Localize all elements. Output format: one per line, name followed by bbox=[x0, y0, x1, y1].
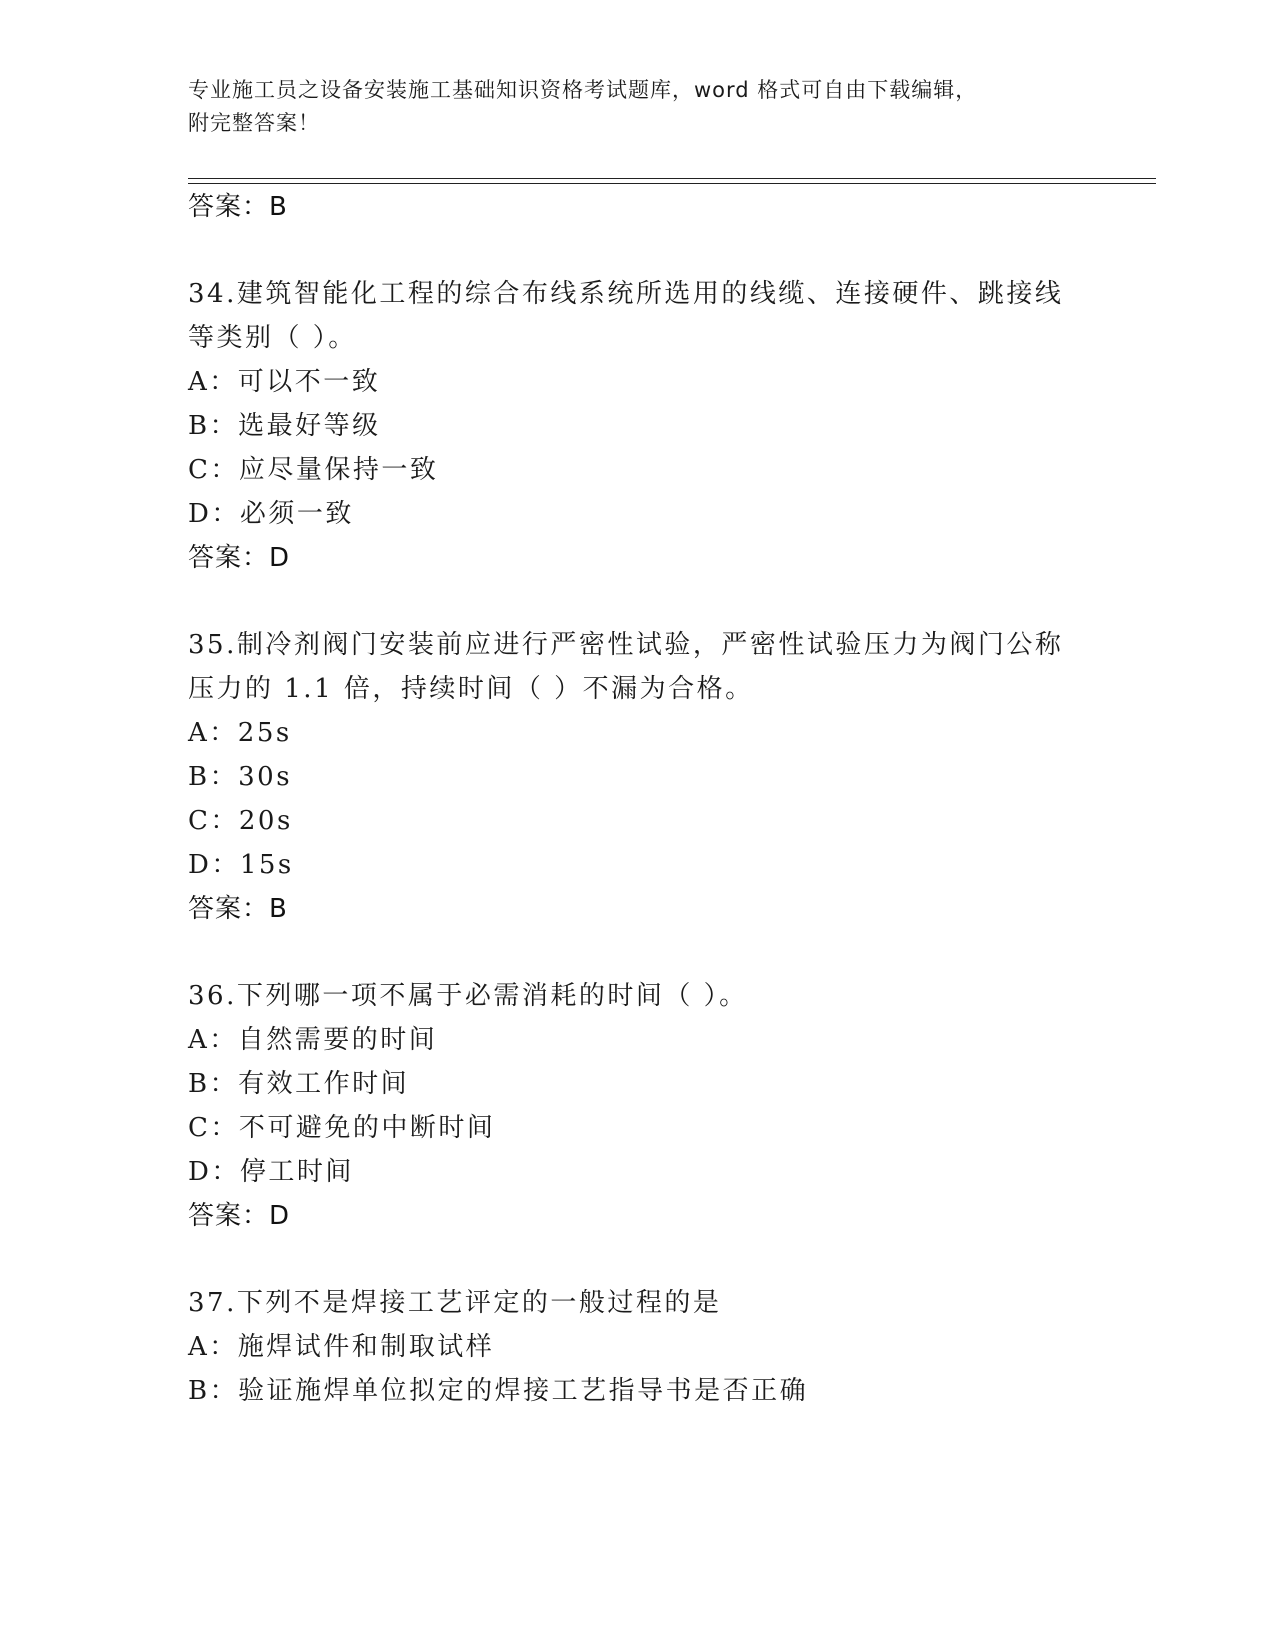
question-text-line: 压力的 1.1 倍，持续时间（ ）不漏为合格。 bbox=[188, 674, 754, 704]
answer-line: 答案：D bbox=[188, 543, 291, 573]
option-line: D：必须一致 bbox=[188, 499, 354, 529]
question-text-line: 34.建筑智能化工程的综合布线系统所选用的线缆、连接硬件、跳接线 bbox=[188, 279, 1064, 309]
header-line-1: 专业施工员之设备安装施工基础知识资格考试题库，word 格式可自由下载编辑， bbox=[188, 78, 978, 102]
header-divider-bottom bbox=[188, 183, 1156, 184]
option-line: B：选最好等级 bbox=[188, 411, 381, 441]
option-line: B：30s bbox=[188, 762, 293, 792]
option-line: D：15s bbox=[188, 850, 294, 880]
option-line: B：验证施焊单位拟定的焊接工艺指导书是否正确 bbox=[188, 1376, 809, 1406]
question-text-line: 35.制冷剂阀门安装前应进行严密性试验，严密性试验压力为阀门公称 bbox=[188, 630, 1064, 660]
option-line: C：不可避免的中断时间 bbox=[188, 1113, 496, 1143]
option-line: A：自然需要的时间 bbox=[188, 1025, 438, 1055]
answer-line: 答案：B bbox=[188, 192, 288, 222]
question-text-line: 等类别（ ）。 bbox=[188, 323, 357, 353]
option-line: D：停工时间 bbox=[188, 1157, 354, 1187]
option-line: C：20s bbox=[188, 806, 293, 836]
question-text-line: 36.下列哪一项不属于必需消耗的时间（ ）。 bbox=[188, 981, 748, 1011]
question-text-line: 37.下列不是焊接工艺评定的一般过程的是 bbox=[188, 1288, 722, 1318]
option-line: B：有效工作时间 bbox=[188, 1069, 410, 1099]
header-line-2: 附完整答案！ bbox=[188, 111, 320, 135]
option-line: A：施焊试件和制取试样 bbox=[188, 1332, 495, 1362]
option-line: A：25s bbox=[188, 718, 292, 748]
answer-line: 答案：D bbox=[188, 1201, 291, 1231]
answer-line: 答案：B bbox=[188, 894, 288, 924]
document-header bbox=[188, 74, 1088, 140]
option-line: C：应尽量保持一致 bbox=[188, 455, 439, 485]
option-line: A：可以不一致 bbox=[188, 367, 381, 397]
header-divider-top bbox=[188, 178, 1156, 179]
